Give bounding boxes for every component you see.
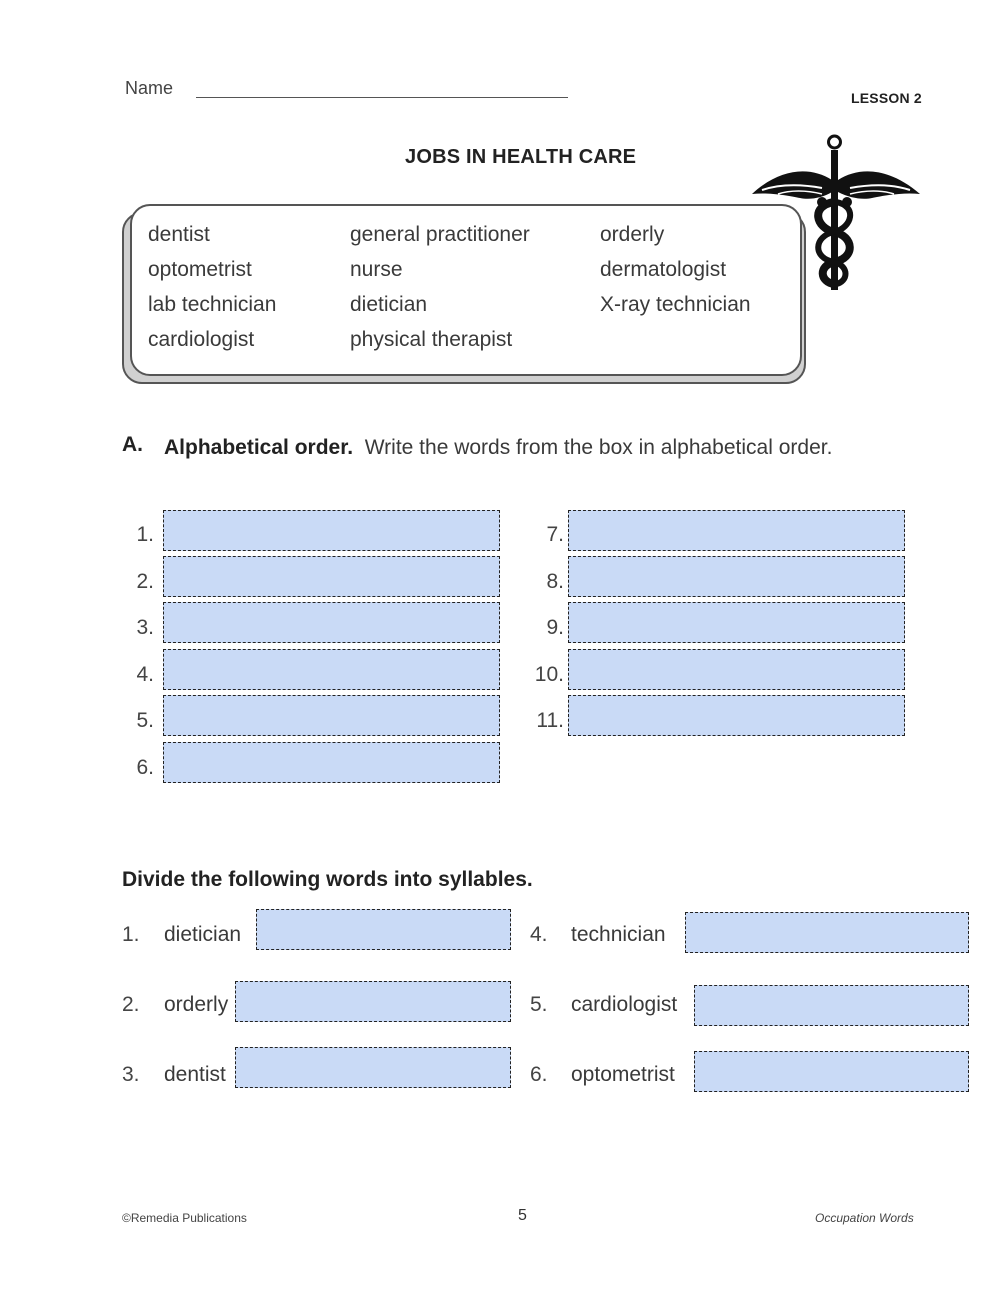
section-b-title: Divide the following words into syllables. (122, 868, 533, 891)
word-box-item: dermatologist (600, 258, 727, 281)
book-title: Occupation Words (815, 1211, 914, 1225)
syllable-word: orderly (164, 993, 229, 1016)
syllable-answer-box-2[interactable] (235, 981, 511, 1022)
item-number: 8. (546, 570, 564, 593)
syllable-answer-box-4[interactable] (685, 912, 969, 953)
name-label: Name (125, 78, 174, 98)
word-box-item: dietician (350, 293, 428, 316)
word-box-item: optometrist (148, 258, 252, 281)
item-number: 7. (546, 523, 564, 546)
answer-box-4[interactable] (163, 649, 500, 690)
syllable-word: dietician (164, 923, 242, 946)
item-number: 5. (136, 709, 154, 732)
syllable-item-number: 5. (530, 993, 548, 1016)
section-a-letter: A. (122, 433, 143, 456)
answer-box-2[interactable] (163, 556, 500, 597)
item-number: 9. (546, 616, 564, 639)
answer-box-11[interactable] (568, 695, 905, 736)
word-box-item: orderly (600, 223, 665, 246)
syllable-item-number: 4. (530, 923, 548, 946)
item-number: 4. (136, 663, 154, 686)
syllable-word: optometrist (571, 1063, 675, 1086)
answer-box-5[interactable] (163, 695, 500, 736)
item-number: 10. (534, 663, 564, 686)
syllable-item-number: 1. (122, 923, 140, 946)
answer-box-10[interactable] (568, 649, 905, 690)
section-a-instructions (164, 433, 884, 462)
answer-box-8[interactable] (568, 556, 905, 597)
publisher-credit: ©Remedia Publications (122, 1211, 247, 1225)
syllable-answer-box-5[interactable] (694, 985, 969, 1026)
syllable-answer-box-6[interactable] (694, 1051, 969, 1092)
word-box-item: lab technician (148, 293, 277, 316)
item-number: 11. (536, 709, 564, 732)
answer-box-7[interactable] (568, 510, 905, 551)
answer-box-1[interactable] (163, 510, 500, 551)
syllable-word: cardiologist (571, 993, 678, 1016)
page-title: JOBS IN HEALTH CARE (405, 146, 637, 168)
word-box-item: X-ray technician (600, 293, 751, 316)
item-number: 3. (136, 616, 154, 639)
name-line[interactable] (196, 97, 568, 98)
syllable-item-number: 2. (122, 993, 140, 1016)
syllable-word: technician (571, 923, 666, 946)
syllable-answer-box-3[interactable] (235, 1047, 511, 1088)
syllable-answer-box-1[interactable] (256, 909, 511, 950)
section-a-instruction-text: Write the words from the box in alphabetical order. (364, 436, 833, 459)
word-box-item: dentist (148, 223, 210, 246)
syllable-item-number: 3. (122, 1063, 140, 1086)
item-number: 2. (136, 570, 154, 593)
syllable-word: dentist (164, 1063, 226, 1086)
syllable-item-number: 6. (530, 1063, 548, 1086)
answer-box-3[interactable] (163, 602, 500, 643)
word-box-item: nurse (350, 258, 403, 281)
word-box-item: cardiologist (148, 328, 255, 351)
lesson-label: LESSON 2 (851, 90, 922, 106)
word-box-item: physical therapist (350, 328, 513, 351)
answer-box-6[interactable] (163, 742, 500, 783)
item-number: 6. (136, 756, 154, 779)
answer-box-9[interactable] (568, 602, 905, 643)
page-number: 5 (518, 1207, 527, 1224)
item-number: 1. (136, 523, 154, 546)
word-box-item: general practitioner (350, 223, 530, 246)
section-a-heading: Alphabetical order. (164, 436, 354, 459)
